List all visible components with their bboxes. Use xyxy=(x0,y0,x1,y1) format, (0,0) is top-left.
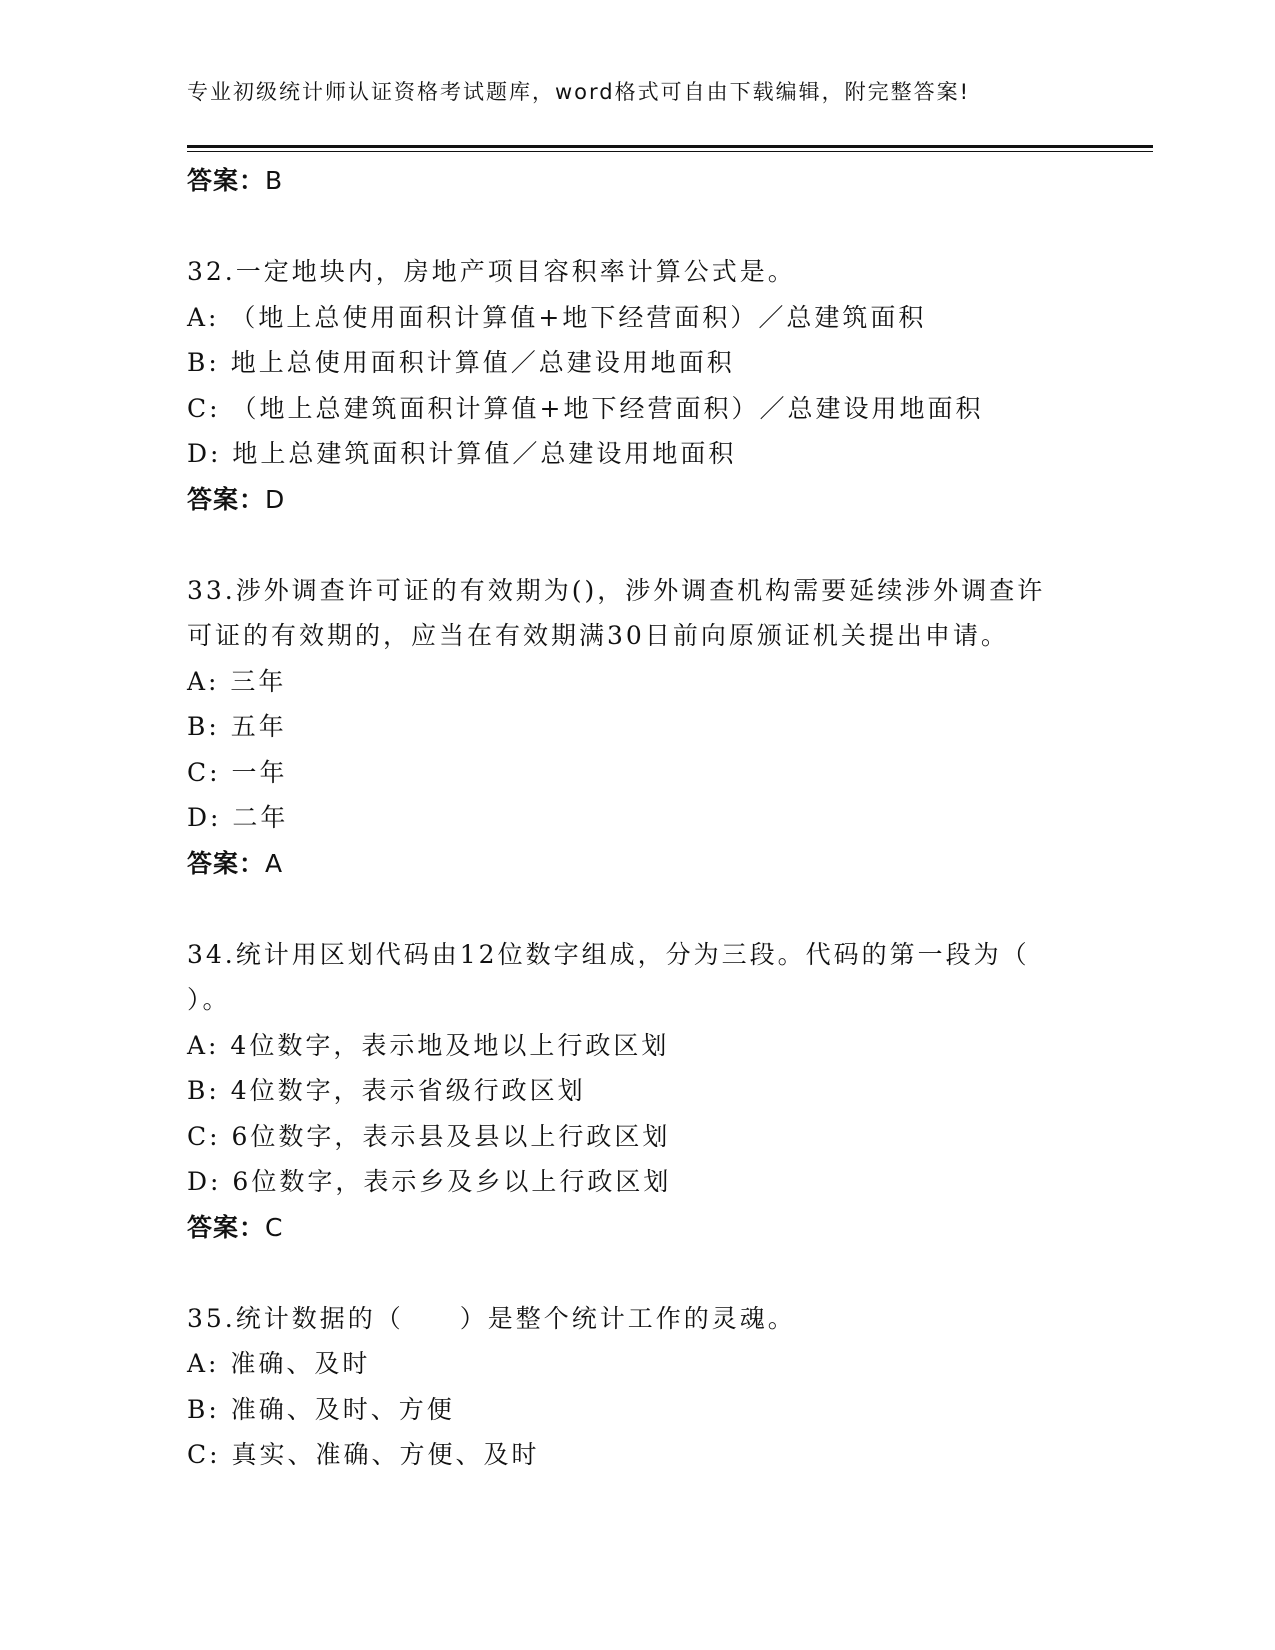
text-line: C: 真实、准确、方便、及时 xyxy=(187,1440,540,1469)
text-line: A: 准确、及时 xyxy=(187,1349,371,1378)
text-line: C: （地上总建筑面积计算值+地下经营面积）／总建设用地面积 xyxy=(187,393,984,423)
question-text: 35.统计数据的（ ）是整个统计工作的灵魂。 xyxy=(187,1303,796,1333)
answer-label: 答案： xyxy=(187,848,266,878)
text-line: B: 4位数字，表示省级行政区划 xyxy=(187,1076,586,1105)
blank-line xyxy=(187,886,1127,932)
text-line: D: 地上总建筑面积计算值／总建设用地面积 xyxy=(187,439,737,468)
question-text: 32.一定地块内，房地产项目容积率计算公式是。 xyxy=(187,257,796,286)
answer-value: C xyxy=(265,1212,284,1242)
answer-value: B xyxy=(265,166,284,195)
page-header: 专业初级统计师认证资格考试题库，word格式可自由下载编辑，附完整答案! xyxy=(187,80,971,104)
text-line: A: 4位数字，表示地及地以上行政区划 xyxy=(187,1030,670,1060)
answer-line xyxy=(187,841,1127,887)
document-body xyxy=(187,158,1127,1478)
answer-value: D xyxy=(265,484,286,514)
text-line: B: 准确、及时、方便 xyxy=(187,1394,455,1424)
question-text: 34.统计用区划代码由12位数字组成，分为三段。代码的第一段为（ xyxy=(187,939,1030,969)
answer-line xyxy=(187,1205,1127,1251)
header-rule-thick xyxy=(187,145,1153,148)
text-line: D: 二年 xyxy=(187,803,289,832)
answer-value: A xyxy=(265,848,284,878)
text-line: C: 6位数字，表示县及县以上行政区划 xyxy=(187,1121,671,1151)
text-line: B: 五年 xyxy=(187,712,287,741)
answer-line xyxy=(187,477,1127,523)
text-line: D: 6位数字，表示乡及乡以上行政区划 xyxy=(187,1167,672,1196)
answer-label: 答案： xyxy=(187,166,266,195)
text-line: A: 三年 xyxy=(187,666,287,696)
header-rule-thin xyxy=(187,151,1153,152)
text-line: 可证的有效期的，应当在有效期满30日前向原颁证机关提出申请。 xyxy=(187,621,1009,650)
question-text: 33.涉外调查许可证的有效期为()，涉外调查机构需要延续涉外调查许 xyxy=(187,575,1046,605)
blank-line xyxy=(187,204,1127,250)
blank-line xyxy=(187,1250,1127,1296)
answer-line xyxy=(187,158,1127,204)
text-line: C: 一年 xyxy=(187,757,288,787)
text-line: B: 地上总使用面积计算值／总建设用地面积 xyxy=(187,348,735,377)
answer-label: 答案： xyxy=(187,484,266,514)
answer-label: 答案： xyxy=(187,1212,266,1242)
text-line: A: （地上总使用面积计算值+地下经营面积）／总建筑面积 xyxy=(187,302,927,332)
text-line: ）。 xyxy=(187,985,231,1014)
blank-line xyxy=(187,522,1127,568)
